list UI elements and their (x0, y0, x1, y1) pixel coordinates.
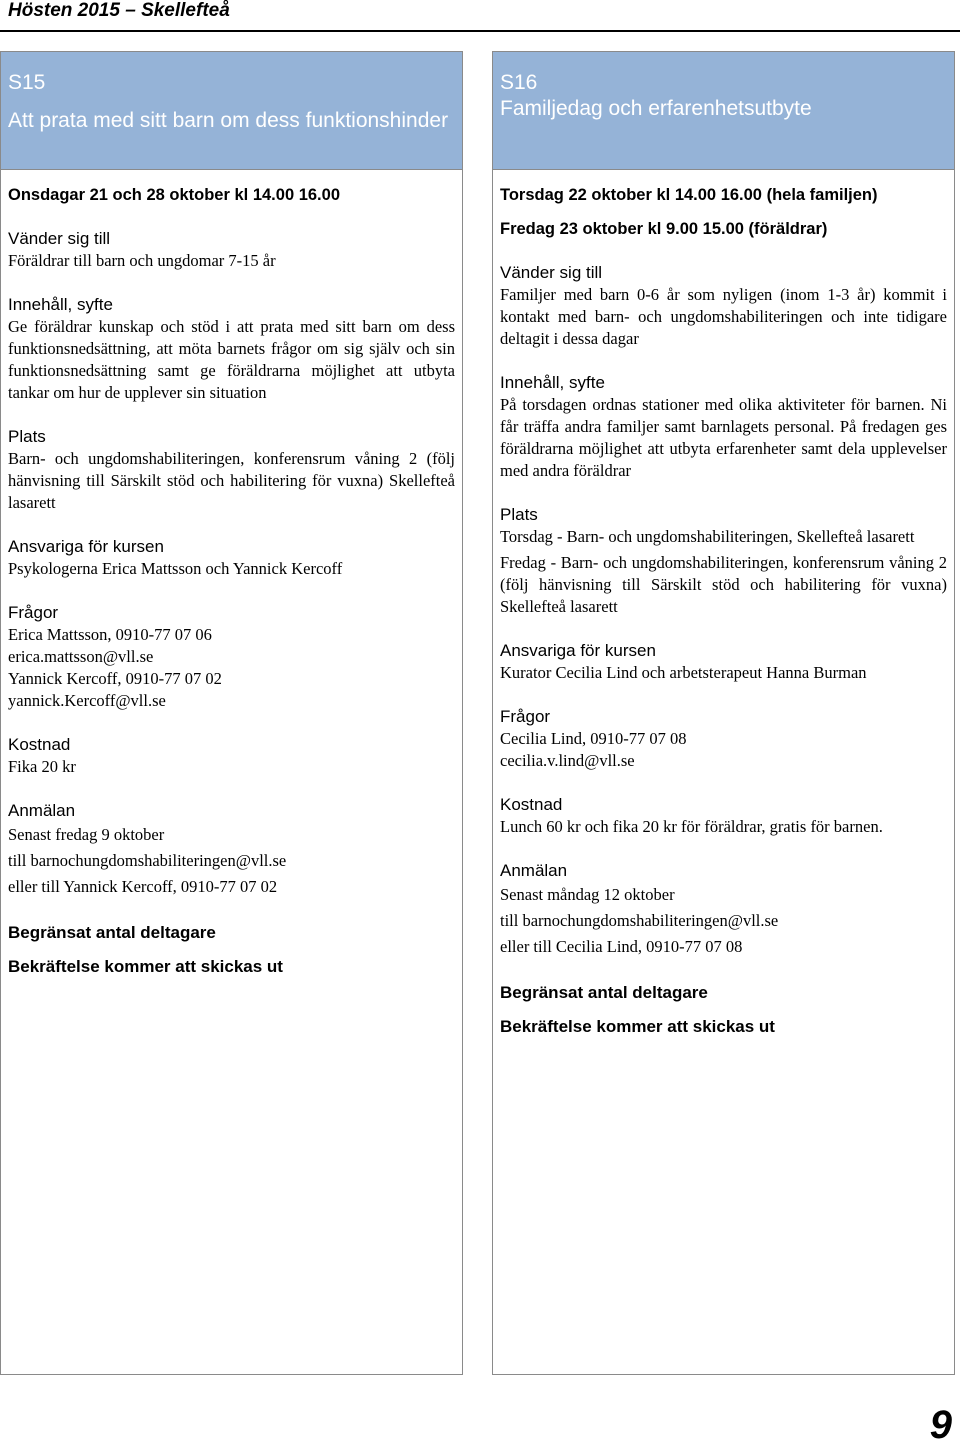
contact-email[interactable]: cecilia.v.lind@vll.se (500, 751, 635, 770)
signup-heading: Anmälan (8, 801, 76, 820)
cost-heading: Kostnad (8, 735, 71, 754)
audience-text: Familjer med barn 0-6 år som nyligen (inom 1-3 år) kommit i kontakt med barn- och ungdomshabiliteringen och inte tidigare deltagit i dessa dagar (500, 285, 947, 348)
contact-email[interactable]: yannick.Kercoff@vll.se (8, 691, 166, 710)
course-date: Torsdag 22 oktober kl 14.00 16.00 (hela familjen) (500, 186, 878, 204)
cost-heading: Kostnad (500, 795, 563, 814)
responsible-heading: Ansvariga för kursen (500, 641, 656, 660)
signup-line: Senast måndag 12 oktober (500, 885, 675, 904)
course-header-s15 (1, 52, 462, 170)
content-text: På torsdagen ordnas stationer med olika aktiviteter för barnen. Ni får träffa andra familjer samt barnlagets personal. På fredagen ges föräldrarna möjlighet att utbyta erfarenheter samt dela upplevelser med andra föräldrar (500, 395, 947, 480)
page-number: 9 (929, 1403, 952, 1447)
responsible-text: Psykologerna Erica Mattsson och Yannick Kercoff (8, 559, 343, 578)
course-body (1, 170, 462, 978)
content-heading: Innehåll, syfte (8, 295, 113, 314)
questions-heading: Frågor (8, 603, 59, 622)
contact-line: Cecilia Lind, 0910-77 07 08 (500, 729, 687, 748)
place-text: Fredag - Barn- och ungdomshabiliteringen, konferensrum våning 2 (följ hänvisning till Särskilt stöd och habilitering för vuxna) Skellefteå lasarett (500, 553, 947, 616)
confirmation-notice: Bekräftelse kommer att skickas ut (500, 1017, 775, 1036)
signup-line: eller till Yannick Kercoff, 0910-77 07 02 (8, 877, 278, 896)
course-title: Att prata med sitt barn om dess funktionshinder (8, 109, 449, 132)
course-header-s16 (493, 52, 954, 170)
audience-heading: Vänder sig till (8, 229, 111, 248)
place-text: Torsdag - Barn- och ungdomshabiliteringen, Skellefteå lasarett (500, 527, 915, 546)
cost-text: Fika 20 kr (8, 757, 76, 776)
confirmation-notice: Bekräftelse kommer att skickas ut (8, 957, 283, 976)
place-heading: Plats (500, 505, 538, 524)
place-heading: Plats (8, 427, 46, 446)
audience-heading: Vänder sig till (500, 263, 603, 282)
header-rule (0, 30, 960, 32)
limited-notice: Begränsat antal deltagare (8, 923, 216, 942)
content-heading: Innehåll, syfte (500, 373, 605, 392)
questions-heading: Frågor (500, 707, 551, 726)
contact-line: Erica Mattsson, 0910-77 07 06 (8, 625, 212, 644)
signup-heading: Anmälan (500, 861, 568, 880)
course-date: Onsdagar 21 och 28 oktober kl 14.00 16.00 (8, 186, 340, 204)
audience-text: Föräldrar till barn och ungdomar 7-15 år (8, 251, 276, 270)
signup-line: Senast fredag 9 oktober (8, 825, 165, 844)
page-header: Hösten 2015 – Skellefteå (8, 0, 230, 21)
content-text: Ge föräldrar kunskap och stöd i att prata med sitt barn om dess funktionsnedsättning, att möta barnets frågor om sig själv och sin funktionsnedsättning samt ge föräldrarna möjlighet att utbyta tankar om hur de upplever sin situation (8, 317, 455, 402)
course-card-s16 (492, 51, 955, 1375)
contact-line: Yannick Kercoff, 0910-77 07 02 (8, 669, 222, 688)
course-card-s15 (0, 51, 463, 1375)
course-body (493, 170, 954, 1038)
signup-email[interactable]: till barnochungdomshabiliteringen@vll.se (8, 851, 287, 870)
cost-text: Lunch 60 kr och fika 20 kr för föräldrar, gratis för barnen. (500, 817, 883, 836)
signup-email[interactable]: till barnochungdomshabiliteringen@vll.se (500, 911, 779, 930)
signup-line: eller till Cecilia Lind, 0910-77 07 08 (500, 937, 743, 956)
course-code: S15 (8, 71, 46, 94)
place-text: Barn- och ungdomshabiliteringen, konferensrum våning 2 (följ hänvisning till Särskilt stöd och habilitering för vuxna) Skellefteå lasarett (8, 449, 455, 512)
limited-notice: Begränsat antal deltagare (500, 983, 708, 1002)
course-date: Fredag 23 oktober kl 9.00 15.00 (föräldrar) (500, 220, 828, 238)
contact-email[interactable]: erica.mattsson@vll.se (8, 647, 154, 666)
responsible-text: Kurator Cecilia Lind och arbetsterapeut Hanna Burman (500, 663, 867, 682)
course-code: S16 (500, 71, 538, 94)
responsible-heading: Ansvariga för kursen (8, 537, 164, 556)
course-title: Familjedag och erfarenhetsutbyte (500, 97, 812, 120)
